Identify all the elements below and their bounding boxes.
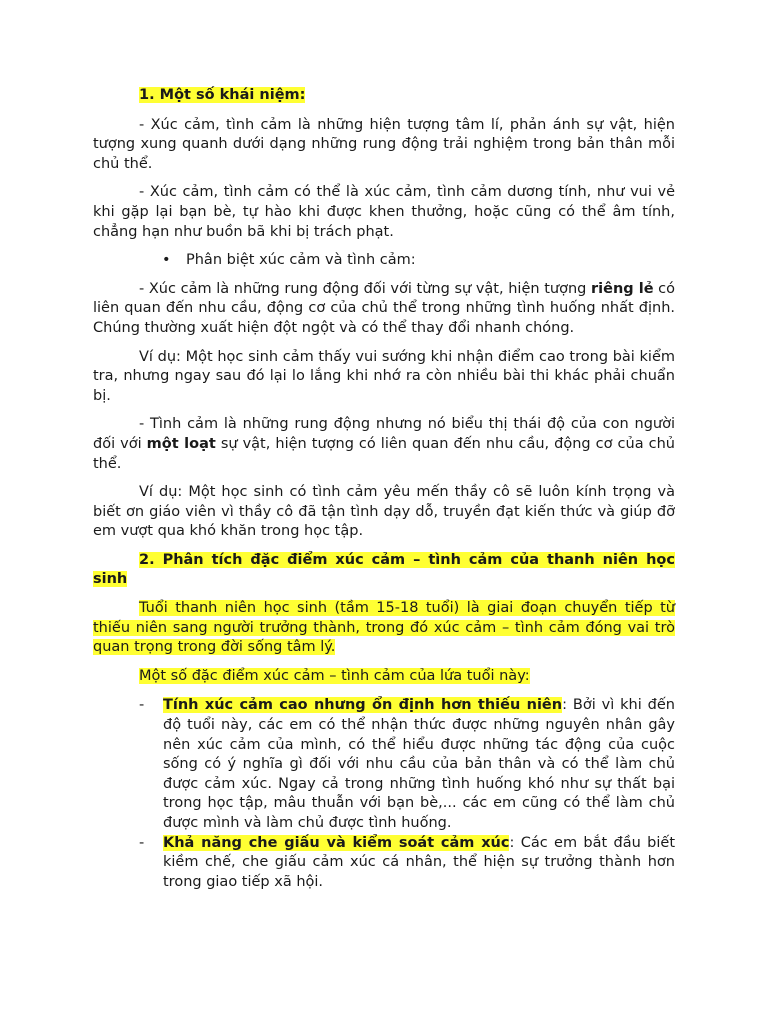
paragraph-example-2: Ví dụ: Một học sinh có tình cảm yêu mến thầy cô sẽ luôn kính trọng và biết ơn giáo viên vì thầy cô đã tận tình dạy dỗ, truyền đạt kiến thức và giúp đỡ em vượt qua khó khăn trong học tập.: [93, 484, 675, 540]
list-item-title: Khả năng che giấu và kiểm soát cảm xúc: [163, 834, 510, 851]
paragraph-example-1: Ví dụ: Một học sinh cảm thấy vui sướng khi nhận điểm cao trong bài kiểm tra, nhưng ngay sau đó lại lo lắng khi nhớ ra còn nhiều bài thi khác phải chuẩn bị.: [93, 348, 675, 404]
paragraph-positive-negative: - Xúc cảm, tình cảm có thể là xúc cảm, tình cảm dương tính, như vui vẻ khi gặp lại bạn bè, tự hào khi được khen thưởng, hoặc cũng có thể âm tính, chẳng hạn như buồn bã khi bị trách phạt.: [93, 184, 675, 240]
bullet-dot-icon: •: [162, 252, 171, 269]
paragraph-definition: - Xúc cảm, tình cảm là những hiện tượng tâm lí, phản ánh sự vật, hiện tượng xung quanh dưới dạng những rung động trải nghiệm trong bản thân mỗi chủ thể.: [93, 116, 675, 172]
paragraph-feeling: - Tình cảm là những rung động nhưng nó biểu thị thái độ của con người đối với một loạt sự vật, hiện tượng có liên quan đến nhu cầu, động cơ của chủ thể.: [93, 416, 675, 472]
heading-analysis: 2. Phân tích đặc điểm xúc cảm – tình cảm của thanh niên học sinh: [93, 551, 675, 588]
paragraph-youth-age: Tuổi thanh niên học sinh (tầm 15-18 tuổi) là giai đoạn chuyển tiếp từ thiếu niên sang người trưởng thành, trong đó xúc cảm – tình cảm đóng vai trò quan trọng trong đời sống tâm lý.: [93, 600, 675, 656]
bullet-distinguish: [93, 251, 675, 271]
list-dash: -: [139, 834, 145, 851]
list-item-title: Tính xúc cảm cao nhưng ổn định hơn thiếu niên: [163, 697, 563, 714]
heading-concepts: 1. Một số khái niệm:: [139, 87, 306, 103]
list-item-text: : Bởi vì khi đến độ tuổi này, các em có thể nhận thức được những nguyên nhân gây nên xúc cảm của mình, có thể hiểu được những tác động của cuộc sống có ý nghĩa gì đối với nhu cầu của bản thân và có thể làm chủ được cảm xúc. Ngay cả trong những tình huống khó như sự thất bại trong học tập, mâu thuẫn với bạn bè,... các em cũng có thể làm chủ được mình và làm chủ được tình huống.: [163, 697, 675, 831]
paragraph-features-intro: Một số đặc điểm xúc cảm – tình cảm của lứa tuổi này:: [139, 667, 530, 684]
list-item-high-emotion: [93, 696, 675, 833]
list-dash: -: [139, 697, 145, 714]
document-page: [93, 86, 675, 892]
list-item-emotion-control: [93, 834, 675, 893]
paragraph-emotion: - Xúc cảm là những rung động đối với từng sự vật, hiện tượng riêng lẻ có liên quan đến nhu cầu, động cơ của chủ thể trong những tình huống nhất định. Chúng thường xuất hiện đột ngột và có thể thay đổi nhanh chóng.: [93, 280, 676, 336]
list-item-text: : Các em bắt đầu biết kiềm chế, che giấu cảm xúc cá nhân, thể hiện sự trưởng thành hơn trong giao tiếp xã hội.: [163, 834, 676, 890]
bullet-text: Phân biệt xúc cảm và tình cảm:: [186, 252, 416, 269]
